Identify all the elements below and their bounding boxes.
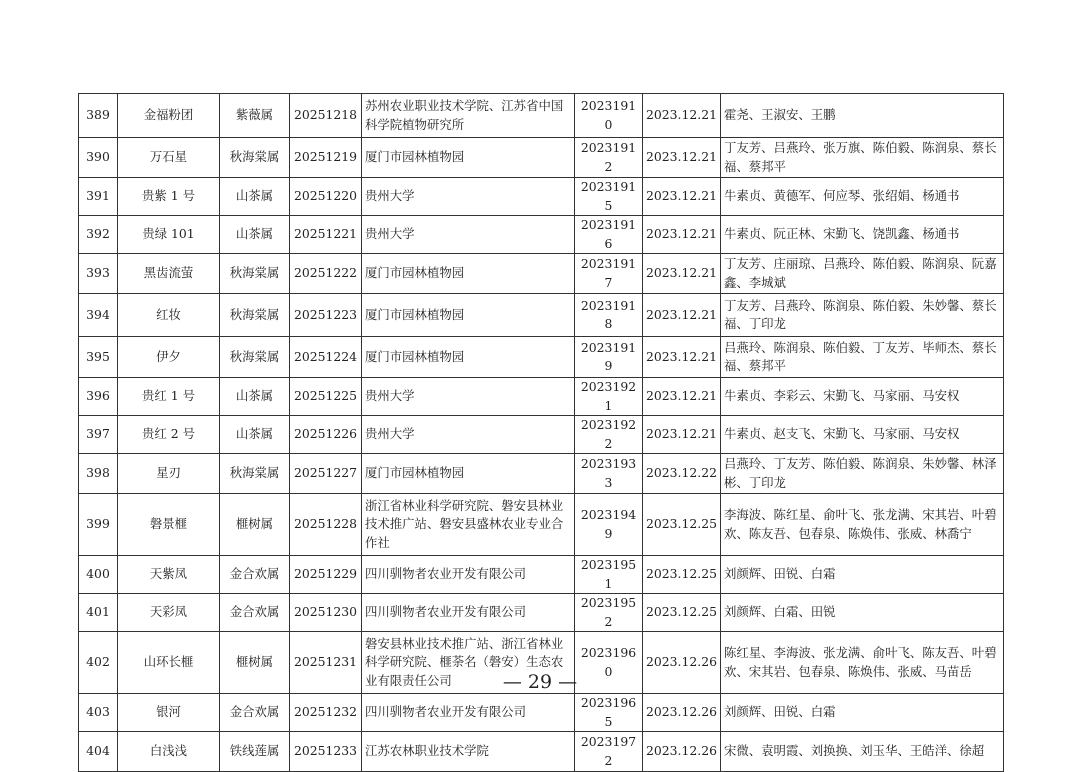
genus-cell: 山茶属 <box>220 216 290 254</box>
applicant-org-cell: 苏州农业职业技术学院、江苏省中国科学院植物研究所 <box>362 94 575 138</box>
breeders-cell: 宋微、袁明霞、刘换换、刘玉华、王皓洋、徐超 <box>721 732 1004 772</box>
application-number-cell: 20231912 <box>575 138 643 178</box>
variety-name-cell: 红妆 <box>118 294 220 337</box>
applicant-org-cell: 贵州大学 <box>362 178 575 216</box>
breeders-cell: 陈红星、李海波、张龙满、俞叶飞、陈友吾、叶碧欢、宋其岩、包春泉、陈焕伟、张威、马苗岳 <box>721 632 1004 694</box>
row-number-cell: 401 <box>79 594 118 632</box>
row-number-cell: 395 <box>79 337 118 378</box>
breeders-cell: 丁友芳、吕燕玲、张万旗、陈伯毅、陈润泉、蔡长福、蔡邦平 <box>721 138 1004 178</box>
registration-number-cell: 20251226 <box>290 416 362 454</box>
row-number-cell: 391 <box>79 178 118 216</box>
registration-number-cell: 20251225 <box>290 378 362 416</box>
breeders-cell: 刘颜辉、白霜、田锐 <box>721 594 1004 632</box>
variety-name-cell: 白浅浅 <box>118 732 220 772</box>
application-number-cell: 20231960 <box>575 632 643 694</box>
table-row <box>79 416 1004 454</box>
genus-cell: 榧树属 <box>220 494 290 556</box>
table-row <box>79 94 1004 138</box>
breeders-cell: 吕燕玲、陈润泉、陈伯毅、丁友芳、毕师杰、蔡长福、蔡邦平 <box>721 337 1004 378</box>
application-date-cell: 2023.12.26 <box>643 732 721 772</box>
registration-number-cell: 20251230 <box>290 594 362 632</box>
application-number-cell: 20231951 <box>575 556 643 594</box>
application-number-cell: 20231916 <box>575 216 643 254</box>
variety-name-cell: 山环长榧 <box>118 632 220 694</box>
variety-name-cell: 贵红 2 号 <box>118 416 220 454</box>
table-row <box>79 454 1004 494</box>
table-row <box>79 294 1004 337</box>
application-date-cell: 2023.12.21 <box>643 178 721 216</box>
application-date-cell: 2023.12.25 <box>643 494 721 556</box>
application-number-cell: 20231918 <box>575 294 643 337</box>
application-date-cell: 2023.12.26 <box>643 694 721 732</box>
variety-name-cell: 磐景榧 <box>118 494 220 556</box>
row-number-cell: 400 <box>79 556 118 594</box>
breeders-cell: 刘颜辉、田锐、白霜 <box>721 556 1004 594</box>
genus-cell: 秋海棠属 <box>220 294 290 337</box>
table-row <box>79 138 1004 178</box>
page-number: — 29 — <box>502 671 578 693</box>
genus-cell: 秋海棠属 <box>220 254 290 294</box>
registration-number-cell: 20251233 <box>290 732 362 772</box>
table-row <box>79 378 1004 416</box>
table-row <box>79 254 1004 294</box>
genus-cell: 铁线莲属 <box>220 732 290 772</box>
applicant-org-cell: 浙江省林业科学研究院、磐安县林业技术推广站、磐安县盛林农业专业合作社 <box>362 494 575 556</box>
breeders-cell: 牛素贞、赵支飞、宋勤飞、马家丽、马安权 <box>721 416 1004 454</box>
registration-number-cell: 20251227 <box>290 454 362 494</box>
genus-cell: 山茶属 <box>220 416 290 454</box>
row-number-cell: 390 <box>79 138 118 178</box>
variety-name-cell: 星刃 <box>118 454 220 494</box>
genus-cell: 秋海棠属 <box>220 138 290 178</box>
registration-number-cell: 20251223 <box>290 294 362 337</box>
applicant-org-cell: 四川驯物者农业开发有限公司 <box>362 694 575 732</box>
application-date-cell: 2023.12.25 <box>643 594 721 632</box>
variety-name-cell: 天紫凤 <box>118 556 220 594</box>
breeders-cell: 牛素贞、黄德军、何应琴、张绍娟、杨通书 <box>721 178 1004 216</box>
application-date-cell: 2023.12.21 <box>643 138 721 178</box>
registration-number-cell: 20251221 <box>290 216 362 254</box>
application-number-cell: 20231965 <box>575 694 643 732</box>
breeders-cell: 牛素贞、李彩云、宋勤飞、马家丽、马安权 <box>721 378 1004 416</box>
row-number-cell: 398 <box>79 454 118 494</box>
breeders-cell: 吕燕玲、丁友芳、陈伯毅、陈润泉、朱妙馨、林泽彬、丁印龙 <box>721 454 1004 494</box>
genus-cell: 金合欢属 <box>220 556 290 594</box>
row-number-cell: 399 <box>79 494 118 556</box>
registration-number-cell: 20251232 <box>290 694 362 732</box>
application-date-cell: 2023.12.21 <box>643 294 721 337</box>
applicant-org-cell: 江苏农林职业技术学院 <box>362 732 575 772</box>
row-number-cell: 404 <box>79 732 118 772</box>
variety-name-cell: 金福粉团 <box>118 94 220 138</box>
application-date-cell: 2023.12.26 <box>643 632 721 694</box>
genus-cell: 山茶属 <box>220 178 290 216</box>
table-row <box>79 494 1004 556</box>
row-number-cell: 394 <box>79 294 118 337</box>
table-row <box>79 337 1004 378</box>
variety-name-cell: 贵紫 1 号 <box>118 178 220 216</box>
applicant-org-cell: 贵州大学 <box>362 416 575 454</box>
registration-number-cell: 20251228 <box>290 494 362 556</box>
row-number-cell: 403 <box>79 694 118 732</box>
application-date-cell: 2023.12.21 <box>643 254 721 294</box>
variety-name-cell: 贵红 1 号 <box>118 378 220 416</box>
application-number-cell: 20231933 <box>575 454 643 494</box>
breeders-cell: 霍尧、王淑安、王鹏 <box>721 94 1004 138</box>
registration-number-cell: 20251219 <box>290 138 362 178</box>
applicant-org-cell: 厦门市园林植物园 <box>362 337 575 378</box>
variety-name-cell: 伊夕 <box>118 337 220 378</box>
row-number-cell: 396 <box>79 378 118 416</box>
row-number-cell: 393 <box>79 254 118 294</box>
application-date-cell: 2023.12.22 <box>643 454 721 494</box>
application-date-cell: 2023.12.21 <box>643 94 721 138</box>
applicant-org-cell: 厦门市园林植物园 <box>362 138 575 178</box>
applicant-org-cell: 磐安县林业技术推广站、浙江省林业科学研究院、榧荼名（磐安）生态农业有限责任公司 <box>362 632 575 694</box>
variety-name-cell: 贵绿 101 <box>118 216 220 254</box>
table-row <box>79 178 1004 216</box>
application-number-cell: 20231915 <box>575 178 643 216</box>
table-row <box>79 556 1004 594</box>
registration-number-cell: 20251229 <box>290 556 362 594</box>
applicant-org-cell: 贵州大学 <box>362 378 575 416</box>
application-number-cell: 20231972 <box>575 732 643 772</box>
variety-name-cell: 天彩凤 <box>118 594 220 632</box>
applicant-org-cell: 厦门市园林植物园 <box>362 454 575 494</box>
application-date-cell: 2023.12.25 <box>643 556 721 594</box>
registration-number-cell: 20251222 <box>290 254 362 294</box>
application-number-cell: 20231949 <box>575 494 643 556</box>
application-date-cell: 2023.12.21 <box>643 378 721 416</box>
registration-number-cell: 20251218 <box>290 94 362 138</box>
application-number-cell: 20231921 <box>575 378 643 416</box>
table-row <box>79 216 1004 254</box>
registration-number-cell: 20251231 <box>290 632 362 694</box>
registration-number-cell: 20251220 <box>290 178 362 216</box>
breeders-cell: 牛素贞、阮正林、宋勤飞、饶凯鑫、杨通书 <box>721 216 1004 254</box>
table-row <box>79 594 1004 632</box>
row-number-cell: 402 <box>79 632 118 694</box>
breeders-cell: 丁友芳、吕燕玲、陈润泉、陈伯毅、朱妙馨、蔡长福、丁印龙 <box>721 294 1004 337</box>
application-number-cell: 20231919 <box>575 337 643 378</box>
applicant-org-cell: 四川驯物者农业开发有限公司 <box>362 594 575 632</box>
variety-name-cell: 银河 <box>118 694 220 732</box>
application-date-cell: 2023.12.21 <box>643 216 721 254</box>
application-date-cell: 2023.12.21 <box>643 416 721 454</box>
applicant-org-cell: 厦门市园林植物园 <box>362 254 575 294</box>
application-number-cell: 20231917 <box>575 254 643 294</box>
genus-cell: 金合欢属 <box>220 694 290 732</box>
row-number-cell: 392 <box>79 216 118 254</box>
application-number-cell: 20231952 <box>575 594 643 632</box>
row-number-cell: 389 <box>79 94 118 138</box>
genus-cell: 秋海棠属 <box>220 337 290 378</box>
table-row <box>79 732 1004 772</box>
table-row <box>79 694 1004 732</box>
applicant-org-cell: 贵州大学 <box>362 216 575 254</box>
applicant-org-cell: 四川驯物者农业开发有限公司 <box>362 556 575 594</box>
registration-number-cell: 20251224 <box>290 337 362 378</box>
genus-cell: 秋海棠属 <box>220 454 290 494</box>
breeders-cell: 李海波、陈红星、俞叶飞、张龙满、宋其岩、叶碧欢、陈友吾、包春泉、陈焕伟、张威、林喬宁 <box>721 494 1004 556</box>
applicant-org-cell: 厦门市园林植物园 <box>362 294 575 337</box>
variety-name-cell: 黑齿流萤 <box>118 254 220 294</box>
genus-cell: 山茶属 <box>220 378 290 416</box>
variety-name-cell: 万石星 <box>118 138 220 178</box>
genus-cell: 紫薇属 <box>220 94 290 138</box>
breeders-cell: 丁友芳、庄丽琼、吕燕玲、陈伯毅、陈润泉、阮嘉鑫、李城斌 <box>721 254 1004 294</box>
application-date-cell: 2023.12.21 <box>643 337 721 378</box>
application-number-cell: 20231922 <box>575 416 643 454</box>
genus-cell: 榧树属 <box>220 632 290 694</box>
genus-cell: 金合欢属 <box>220 594 290 632</box>
application-number-cell: 20231910 <box>575 94 643 138</box>
row-number-cell: 397 <box>79 416 118 454</box>
breeders-cell: 刘颜辉、田锐、白霜 <box>721 694 1004 732</box>
